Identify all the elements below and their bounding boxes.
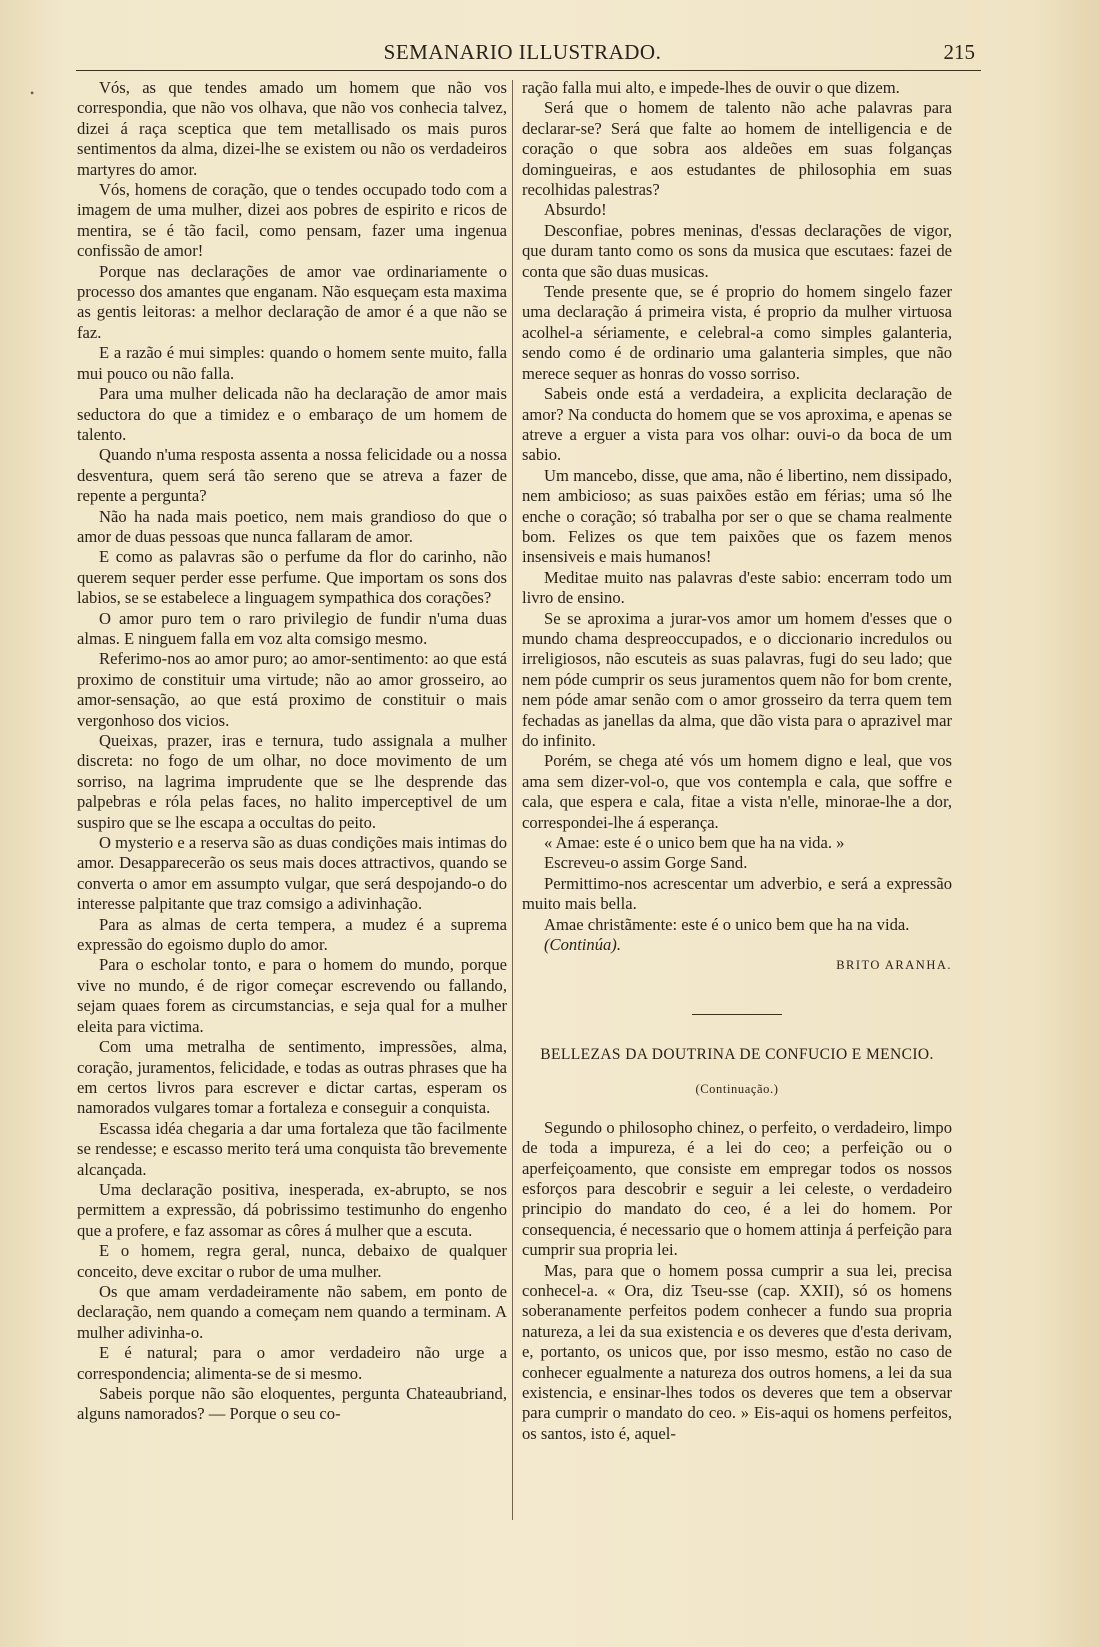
paragraph: Com uma metralha de sentimento, impressões, alma, coração, juramentos, felicidade, e todas as outras phrases que ha em certos livros para escrever e dictar cartas, esperam os namorados vulgares tomar a fortaleza e conseguir a conquista. — [77, 1037, 507, 1118]
right-column — [522, 78, 952, 1528]
paragraph: Sabeis onde está a verdadeira, a explicita declaração de amor? Na conducta do homem que se vos aproxima, e apenas se atreve a erguer a vista para vos olhar: ouvi-o da boca de um sabio. — [522, 384, 952, 465]
section-separator — [692, 1014, 782, 1015]
section-title: BELLEZAS DA DOUTRINA DE CONFUCIO E MENCIO. — [540, 1045, 934, 1063]
paragraph: Queixas, prazer, iras e ternura, tudo assignala a mulher discreta: no fogo de um olhar, no doce movimento de um sorriso, na lagrima imprudente que se lhe desprende das palpebras e róla pelas faces, no halito imperceptivel de um suspiro que se lhe escapa a occultas do peito. — [77, 731, 507, 832]
paragraph: Segundo o philosopho chinez, o perfeito, o verdadeiro, limpo de toda a impureza, é a lei do ceo; a perfeição ou o aperfeiçoamento, que consiste em empregar todos os nossos esforços para descobrir e seguir a lei celeste, o verdadeiro principio do mandato do ceo, é a lei do homem. Por consequencia, é necessario que o homem attinja á perfeição para cumprir sua propria lei. — [522, 1117, 952, 1260]
page-number: 215 — [943, 40, 975, 64]
paragraph: Absurdo! — [544, 200, 607, 220]
paragraph: Porque nas declarações de amor vae ordinariamente o processo dos amantes que enganam. Não esqueçam esta maxima as gentis leitoras: a melhor declaração de amor é a que não se faz. — [77, 261, 507, 342]
paragraph-continued: ração falla mui alto, e impede-lhes de ouvir o que dizem. — [522, 78, 900, 97]
paragraph: E como as palavras são o perfume da flor do carinho, não querem sequer perder esse perfume. Que importam os sons dos labios, se se estabelece a linguagem sympathica dos corações? — [77, 547, 507, 608]
paragraph: Escassa idéa chegaria a dar uma fortaleza que tão facilmente se rendesse; e escasso merito terá uma conquista tão brevemente alcançada. — [77, 1118, 507, 1179]
paragraph: Sabeis porque não são eloquentes, pergunta Chateaubriand, alguns namorados? — Porque o seu co- — [77, 1384, 507, 1424]
margin-mark: • — [30, 86, 35, 100]
paragraph: Os que amam verdadeiramente não sabem, em ponto de declaração, nem quando a começam nem quando a terminam. A mulher adivinha-o. — [77, 1281, 507, 1342]
paragraph: Porém, se chega até vós um homem digno e leal, que vos ama sem dizer-vol-o, que vos contempla e cala, que soffre e cala, que espera e cala, fitae a vista n'elle, minorae-lhe a dor, correspondei-lhe á esperança. — [522, 751, 952, 832]
running-title: SEMANARIO ILLUSTRADO. — [383, 40, 662, 64]
header-rule — [76, 70, 981, 71]
paragraph: Vós, homens de coração, que o tendes occupado todo com a imagem de uma mulher, dizei aos pobres de espirito e ricos de mentira, se é tão facil, como pensam, fazer uma ingenua confissão de amor! — [77, 180, 507, 261]
paragraph: E a razão é mui simples: quando o homem sente muito, falla mui pouco ou não falla. — [77, 343, 507, 383]
left-column — [77, 78, 507, 1528]
paragraph: O mysterio e a reserva são as duas condições mais intimas do amor. Desapparecerão os seus mais doces attractivos, quando se converta o amor em assumpto vulgar, que será despojando-o do interesse palpitante que traz comsigo a adivinhação. — [77, 833, 507, 914]
paragraph: Tende presente que, se é proprio do homem singelo fazer uma declaração á primeira vista, é proprio da mulher virtuosa acolhel-a sériamente, e celebral-a como simples galanteria, sendo como é de ordinario uma galanteria simples, que não merece sequer as honras do vosso sorriso. — [522, 282, 952, 383]
paragraph: Meditae muito nas palavras d'este sabio: encerram todo um livro de ensino. — [522, 567, 952, 608]
paragraph: Escreveu-o assim Gorge Sand. — [544, 853, 748, 873]
paragraph: Será que o homem de talento não ache palavras para declarar-se? Será que falte ao homem de intelligencia e de coração o que sobra aos aldeões em suas folganças domingueiras, e aos estudantes de philosophia em suas recolhidas palestras? — [522, 98, 952, 200]
paragraph: Para uma mulher delicada não ha declaração de amor mais seductora do que a timidez e o embaraço de um homem de talento. — [77, 384, 507, 444]
paragraph: Um mancebo, disse, que ama, não é libertino, nem dissipado, nem ambicioso; as suas paixões estão em férias; uma só lhe enche o coração; só trabalha por ser o que se chama realmente bom. Felizes os que tem paixões que os fazem menos insensiveis e mais humanos! — [522, 465, 952, 567]
paragraph: Se se aproxima a jurar-vos amor um homem d'esses que o mundo chama despreoccupados, e o diccionario incredulos ou irreligiosos, não escuteis as suas palavras, fugi do seu lado; que nem póde cumprir os seus juramentos quem não for bom crente, nem póde amar senão com o amor grosseiro da terra quem tem fechadas as janellas da alma, que dão vista para o aprazivel mar do infinito. — [522, 608, 952, 750]
page-header — [70, 40, 975, 74]
paragraph: Para as almas de certa tempera, a mudez é a suprema expressão do egoismo duplo do amor. — [77, 914, 507, 955]
paragraph: Não ha nada mais poetico, nem mais grandioso do que o amor de duas pessoas que nunca fallaram de amor. — [77, 506, 507, 546]
author-signature: BRITO ARANHA. — [836, 958, 952, 973]
paragraph: O amor puro tem o raro privilegio de fundir n'uma duas almas. E ninguem falla em voz alta comsigo mesmo. — [77, 608, 507, 648]
section-subtitle: (Continuação.) — [695, 1082, 779, 1097]
paragraph: « Amae: este é o unico bem que ha na vida. » — [544, 833, 845, 853]
paragraph: Amae christãmente: este é o unico bem que ha na vida. — [544, 914, 910, 934]
paragraph: Vós, as que tendes amado um homem que não vos correspondia, que não vos olhava, que não vos conhecia talvez, dizei á raça sceptica que tem metallisado os mais puros sentimentos da alma, dizei-lhe se existem ou não os verdadeiros martyres do amor. — [77, 78, 507, 179]
paragraph: E é natural; para o amor verdadeiro não urge a correspondencia; alimenta-se de si mesmo. — [77, 1343, 507, 1383]
paragraph: Uma declaração positiva, inesperada, ex-abrupto, se nos permittem a expressão, dá pobrissimo testimunho do engenho que a profere, e faz assomar as côres á mulher que a escuta. — [77, 1179, 507, 1240]
paragraph: E o homem, regra geral, nunca, debaixo de qualquer conceito, deve excitar o rubor de uma mulher. — [77, 1241, 507, 1281]
paragraph: Referimo-nos ao amor puro; ao amor-sentimento: ao que está proximo de constituir uma virtude; não ao amor grosseiro, ao amor-sensação, ao que está proximo de constituir o mais vergonhoso dos vicios. — [77, 649, 507, 730]
paragraph: Quando n'uma resposta assenta a nossa felicidade ou a nossa desventura, quem será tão sereno que se atreva a fazer de repente a pergunta? — [77, 445, 507, 506]
paragraph: Para o escholar tonto, e para o homem do mundo, porque vive no mundo, é de rigor começar escrevendo ou fallando, sejam quaes forem as circumstancias, e seja qual for a mulher eleita para victima. — [77, 955, 507, 1036]
paragraph: Permittimo-nos acrescentar um adverbio, e será a expressão muito mais bella. — [522, 873, 952, 914]
continua-mark: (Continúa). — [544, 935, 621, 955]
column-divider — [512, 80, 513, 1520]
paragraph: Desconfiae, pobres meninas, d'essas declarações de vigor, que duram tanto como os sons da musica que escutaes: fazei de conta que são duas musicas. — [522, 220, 952, 281]
paragraph: Mas, para que o homem possa cumprir a sua lei, precisa conhecel-a. « Ora, diz Tseu-sse (cap. XXII), só os homens soberanamente perfeitos podem conhecer a fundo sua propria natureza, a lei da sua existencia e os deveres que d'esta derivam, e, portanto, os unicos que, por isso mesmo, estão no caso de conhecer egualmente a natureza dos outros homens, a lei da sua existencia, e ensinar-lhes todos os deveres que tem a observar para cumprir o mandato do ceo. » Eis-aqui os homens perfeitos, os santos, isto é, aquel- — [522, 1260, 952, 1443]
